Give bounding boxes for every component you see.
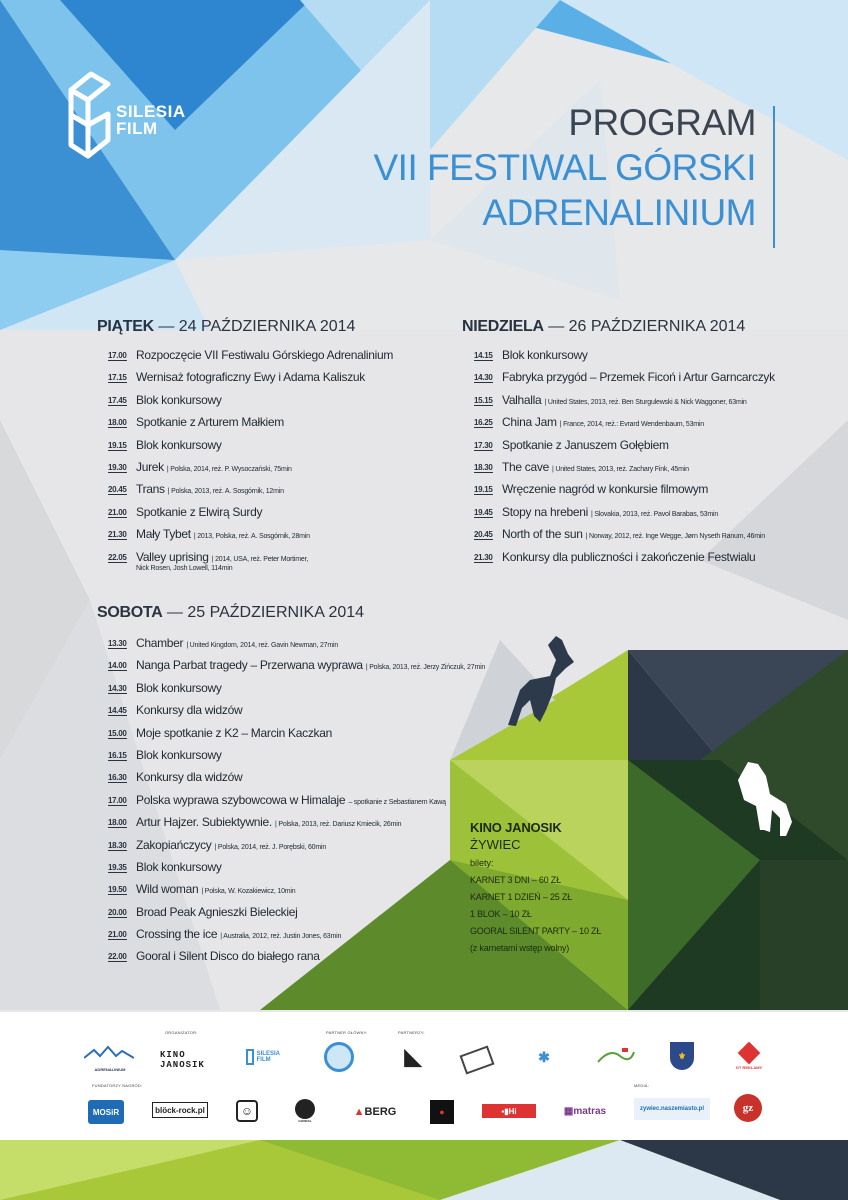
ticket-price: KARNET 3 DNI – 60 ZŁ <box>470 875 561 885</box>
event-time: 14.30 <box>108 683 127 693</box>
hi-mountain-label: Hi <box>508 1106 517 1116</box>
main-partner-emblem-icon <box>324 1042 354 1072</box>
event-title: Broad Peak Agnieszki Bieleckiej <box>136 904 298 919</box>
caption-partners: PARTNERZY: <box>398 1030 425 1035</box>
event-details: | 2013, Polska, reż. A. Sosgórnik, 28min <box>193 533 310 541</box>
event-time: 19.15 <box>108 440 127 450</box>
gooral-label: GOORAL <box>298 1119 312 1123</box>
event-details: | France, 2014, reż.: Evrard Wendenbaum, 53min <box>559 421 704 429</box>
event-details: | Polska, 2014, reż. J. Porębski, 60min <box>214 843 327 851</box>
event-title: North of the sun <box>502 527 583 542</box>
event-details-line2: Nick Rosen, Josh Lowell, 114min <box>136 564 233 572</box>
event-details: | United States, 2013, reż. Ben Sturgulewski & Nick Waggoner, 63min <box>544 398 747 406</box>
event-time: 20.45 <box>108 485 127 495</box>
event-title: Jurek <box>136 459 164 474</box>
caption-main-partner: PARTNER GŁÓWNY: <box>326 1030 368 1035</box>
cinema-name: KINO JANOSIK <box>470 820 562 835</box>
event-title: Chamber <box>136 636 184 650</box>
event-title: Blok konkursowy <box>502 348 588 362</box>
event-details: | Slovakia, 2013, reż. Pavol Barabas, 53min <box>590 510 719 518</box>
sponsors-band <box>0 1012 848 1140</box>
event-title: Zakopiańczycy <box>136 837 212 852</box>
mosir-logo: MOSiR <box>88 1100 124 1124</box>
cinema-city: ŻYWIEC <box>470 837 521 852</box>
region-hills-icon <box>596 1044 636 1066</box>
event-time: 15.15 <box>474 395 493 405</box>
event-title: Wręczenie nagród w konkursie filmowym <box>502 482 709 497</box>
event-title: Blok konkursowy <box>136 437 222 452</box>
event-details: | United States, 2013, reż. Zachary Fink, 45min <box>552 465 689 473</box>
event-title: China Jam <box>502 415 557 430</box>
caption-organizer: ORGANIZATOR: <box>165 1030 198 1035</box>
hi-mountain-logo: ▪▮ Hi <box>482 1104 536 1118</box>
event-details: | Polska, 2013, reż. Dariusz Kmiecik, 26min <box>275 821 402 829</box>
matras-label: matras <box>573 1105 607 1117</box>
event-title: Konkursy dla publiczności i zakończenie Festwialu <box>502 549 756 564</box>
kino-janosik-logo: KINO JANOSIK <box>160 1050 205 1070</box>
event-time: 16.30 <box>108 773 127 783</box>
title-program: PROGRAM <box>568 102 756 143</box>
event-time: 17.15 <box>108 373 127 383</box>
event-time: 19.45 <box>474 507 493 517</box>
friday-date: 24 PAŹDZIERNIKA 2014 <box>178 318 356 335</box>
event-title: Valhalla <box>502 392 542 407</box>
title-adrenalinium: ADRENALINIUM <box>482 192 756 233</box>
event-title: Artur Hajzer. Subiektywnie. <box>136 815 272 830</box>
event-title: Wernisaż fotograficzny Ewy i Adama Kaliszuk <box>136 370 365 385</box>
event-time: 17.00 <box>108 351 127 360</box>
gt-diamond-icon <box>738 1041 761 1064</box>
ticket-price: KARNET 1 DZIEŃ – 25 ZŁ <box>470 892 572 902</box>
silesia-film-small-logo <box>246 1044 292 1070</box>
saturday-date: 25 PAŹDZIERNIKA 2014 <box>187 604 365 621</box>
sunday-date: 26 PAŹDZIERNIKA 2014 <box>568 318 746 335</box>
mountains-icon <box>84 1044 134 1066</box>
event-time: 22.00 <box>108 952 127 962</box>
block-rock-logo: blöck-rock.pl <box>152 1102 208 1118</box>
event-time: 13.30 <box>108 639 127 648</box>
event-title: The cave <box>502 459 549 474</box>
event-time: 19.30 <box>108 462 127 472</box>
silesia-mini-icon <box>246 1049 254 1065</box>
event-time: 20.45 <box>474 530 493 540</box>
event-details: | Polska, 2013, reż. Jerzy Zińczuk, 27min <box>365 664 486 672</box>
event-time: 14.45 <box>108 706 127 716</box>
adrenalinium-label: ADRENALINIUM <box>94 1066 126 1072</box>
event-time: 14.15 <box>474 351 493 360</box>
event-title: Konkursy dla widzów <box>136 770 243 785</box>
matras-logo: ▦ matras <box>563 1105 607 1117</box>
event-time: 20.00 <box>108 907 127 917</box>
event-title: Wild woman <box>136 882 199 897</box>
title-festival: VII FESTIWAL GÓRSKI <box>373 147 756 188</box>
adrenalinium-logo <box>84 1044 134 1066</box>
event-time: 18.30 <box>108 840 127 850</box>
gooral-logo <box>292 1098 318 1124</box>
event-time: 19.50 <box>108 885 127 895</box>
event-title: Blok konkursowy <box>136 680 222 695</box>
event-title: Konkursy dla widzów <box>136 703 243 718</box>
logo-wordmark <box>116 103 186 137</box>
silesia-mini-label: SILESIA FILM <box>256 1051 280 1063</box>
event-title: Blok konkursowy <box>136 392 222 407</box>
berg-logo: ▲ BERG <box>353 1106 397 1118</box>
ticket-price: 1 BLOK – 10 ZŁ <box>470 909 532 919</box>
event-details: | Norway, 2012, reż. Inge Wegge, Jørn Nyseth Ranum, 46min <box>585 533 765 541</box>
event-time: 21.30 <box>474 552 493 562</box>
event-details: | United Kingdom, 2014, reż. Gavin Newman, 27min <box>186 642 339 649</box>
friday-header: PIĄTEK — 24 PAŹDZIERNIKA 2014 <box>97 318 356 335</box>
event-title: Crossing the ice <box>136 927 218 942</box>
event-title: Blok konkursowy <box>136 859 222 874</box>
gooral-circle-icon <box>295 1099 315 1119</box>
event-time: 19.35 <box>108 862 127 872</box>
event-details: | Polska, 2013, reż. A. Sosgórnik, 12min <box>167 488 284 496</box>
caption-media: MEDIA: <box>634 1083 649 1088</box>
event-title: Spotkanie z Arturem Małkiem <box>136 415 284 430</box>
event-title: Rozpoczęcie VII Festiwalu Górskiego Adrenalinium <box>136 348 394 362</box>
event-time: 16.15 <box>108 750 127 760</box>
caption-funds: FUNDATORZY NAGRÓD: <box>92 1083 143 1088</box>
event-time: 17.00 <box>108 795 127 805</box>
event-title: Blok konkursowy <box>136 747 222 762</box>
event-details: | Polska, W. Kozakiewicz, 10min <box>201 888 296 896</box>
ticket-price: GOORAL SILENT PARTY – 10 ZŁ <box>470 926 602 936</box>
gz-logo: gz <box>734 1094 762 1122</box>
berg-label: BERG <box>364 1106 397 1118</box>
poster-title <box>374 100 757 235</box>
gt-reklamy-logo <box>732 1040 766 1074</box>
sunday-header: NIEDZIELA — 26 PAŹDZIERNIKA 2014 <box>462 318 746 335</box>
gt-reklamy-label: GT REKLAMY <box>735 1064 763 1070</box>
event-time: 18.00 <box>108 418 127 428</box>
event-details: – spotkanie z Sebastianem Kawą <box>348 798 446 806</box>
cinema-info <box>470 820 601 953</box>
event-time: 15.00 <box>108 728 127 738</box>
saturday-header: SOBOTA — 25 PAŹDZIERNIKA 2014 <box>97 604 365 621</box>
event-title: Fabryka przygód – Przemek Ficoń i Artur Garncarczyk <box>502 370 775 385</box>
ticket-note: (z karnetami wstęp wolny) <box>470 943 570 953</box>
event-time: 17.30 <box>474 440 493 450</box>
event-title: Mały Tybet <box>136 527 191 542</box>
city-crest-icon: ⚜ <box>670 1042 694 1070</box>
event-title: Spotkanie z Januszem Gołębiem <box>502 437 669 452</box>
event-time: 22.05 <box>108 552 127 562</box>
event-time: 14.00 <box>108 661 127 671</box>
partner-mark-icon: ◣ <box>404 1044 422 1069</box>
naszemiasto-logo: zywiec.naszemiasto.pl <box>634 1098 710 1120</box>
event-time: 21.00 <box>108 507 127 517</box>
event-time: 18.30 <box>474 462 493 472</box>
logo-line-1: SILESIA <box>116 102 186 121</box>
event-time: 19.15 <box>474 485 493 495</box>
event-details: | 2014, USA, reż. Peter Mortimer, <box>211 555 309 563</box>
sunday-day: NIEDZIELA <box>462 318 544 335</box>
tickets-label: bilety: <box>470 858 494 868</box>
event-time: 14.30 <box>474 373 493 383</box>
partner-black-square-icon: ● <box>430 1100 454 1124</box>
event-title: Moje spotkanie z K2 – Marcin Kaczkan <box>136 725 332 740</box>
event-title: Trans <box>136 482 165 497</box>
event-title: Gooral i Silent Disco do białego rana <box>136 949 320 964</box>
title-divider <box>773 106 775 248</box>
event-time: 17.45 <box>108 395 127 405</box>
event-time: 21.30 <box>108 530 127 540</box>
logo-line-2: FILM <box>116 119 158 138</box>
film-strip-icon <box>459 1045 494 1074</box>
saturday-day: SOBOTA <box>97 604 163 621</box>
event-title: Stopy na hrebeni <box>502 504 588 519</box>
event-details: | Australia, 2012, reż. Justin Jones, 63min <box>220 933 342 941</box>
event-time: 16.25 <box>474 418 493 428</box>
event-title: Nanga Parbat tragedy – Przerwana wyprawa <box>136 658 363 673</box>
friday-day: PIĄTEK <box>97 318 154 335</box>
event-time: 21.00 <box>108 930 127 940</box>
event-title: Spotkanie z Elwirą Surdy <box>136 504 263 519</box>
event-time: 18.00 <box>108 818 127 828</box>
mascot-icon: ☺ <box>236 1100 258 1122</box>
event-title: Polska wyprawa szybowcowa w Himalaje <box>136 792 346 807</box>
silesia-region-icon: ✱ <box>538 1048 550 1065</box>
event-title: Valley uprising <box>136 549 209 564</box>
event-details: | Polska, 2014, reż. P. Wysoczański, 75min <box>166 465 292 473</box>
